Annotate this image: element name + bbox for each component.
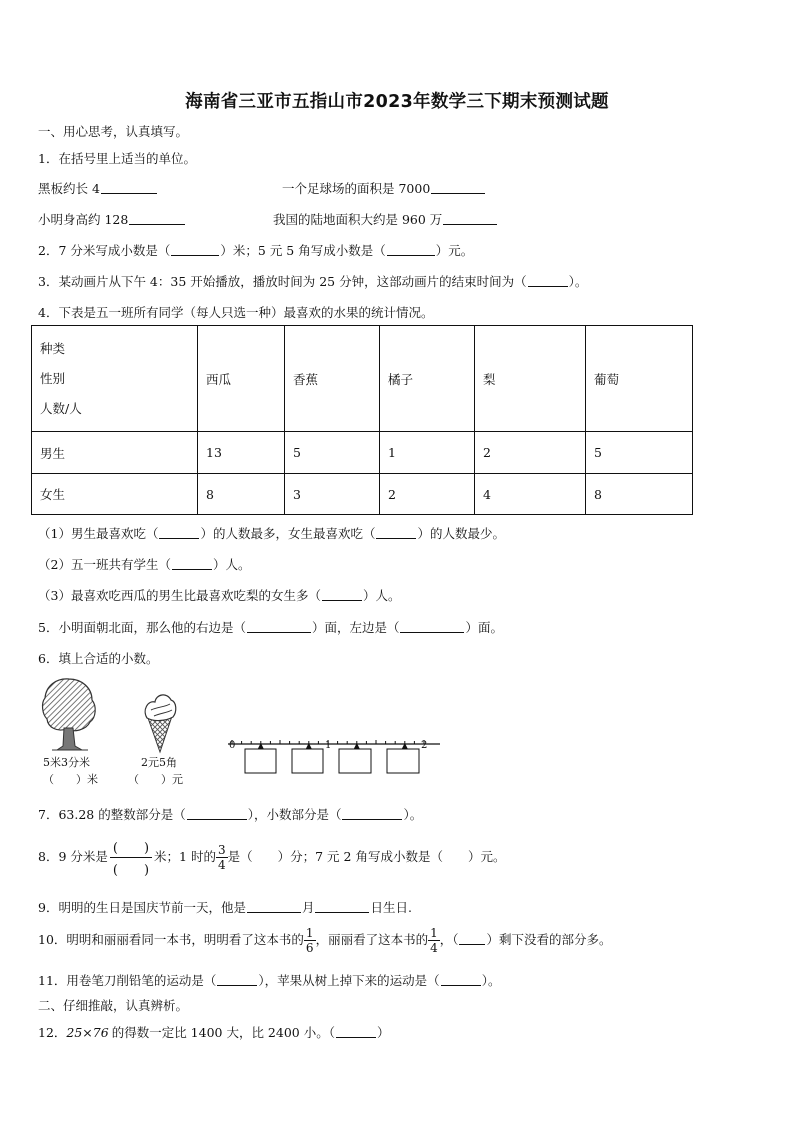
table-cell: 男生	[32, 432, 198, 474]
table-cell: 5	[285, 432, 380, 474]
q11: 11．用卷笔刀削铅笔的运动是（ ），苹果从树上掉下来的运动是（ ）。	[38, 973, 501, 988]
table-cell: 3	[285, 474, 380, 515]
q7: 7．63.28 的整数部分是（ ），小数部分是（ ）。	[38, 807, 423, 822]
tick-label-0: 0	[229, 740, 236, 751]
answer-blank[interactable]	[101, 181, 157, 194]
answer-blank[interactable]	[315, 900, 369, 913]
table-header-cell: 种类 性别 人数/人	[32, 326, 198, 432]
q8-answer-fraction[interactable]: ( ) ( )	[110, 836, 152, 879]
answer-blank[interactable]	[217, 973, 257, 986]
answer-blank[interactable]	[247, 620, 311, 633]
answer-blank[interactable]	[336, 1025, 376, 1038]
q4-sub3: （3）最喜欢吃西瓜的男生比最喜欢吃梨的女生多（ ）人。	[38, 588, 401, 603]
q10: 10．明明和丽丽看同一本书，明明看了这本书的 $\frac{1}{6}$ ，丽丽看了这本书的 $\frac{1}{4}$ ，（ ）剩下没看的部分多。	[38, 926, 612, 955]
table-cell: 女生	[32, 474, 198, 515]
q1-stem: 1．在括号里上适当的单位。	[38, 151, 196, 166]
q4-stem: 4．下表是五一班所有同学（每人只选一种）最喜欢的水果的统计情况。	[38, 305, 434, 320]
answer-blank[interactable]	[431, 181, 485, 194]
number-line	[222, 732, 444, 778]
table-fruit-cell: 西瓜	[198, 326, 285, 432]
answer-blank[interactable]	[459, 932, 485, 945]
table-fruit-cell: 橘子	[380, 326, 475, 432]
answer-blank[interactable]	[247, 900, 301, 913]
table-cell: 8	[198, 474, 285, 515]
q5: 5．小明面朝北面，那么他的右边是（ ）面，左边是（ ）面。	[38, 620, 503, 635]
q1-b: 一个足球场的面积是 7000	[282, 179, 486, 197]
table-cell: 2	[380, 474, 475, 515]
q2: 2．7 分米写成小数是（ ）米；5 元 5 角写成小数是（ ）元。	[38, 243, 474, 258]
fraction-1-6: $\frac{1}{6}$	[305, 926, 314, 955]
ice-cream-icon	[140, 692, 180, 754]
fraction-1-4: $\frac{1}{4}$	[430, 926, 438, 955]
number-line-answer-box	[292, 749, 323, 773]
answer-blank[interactable]	[387, 243, 435, 256]
answer-blank[interactable]	[376, 526, 416, 539]
q9: 9．明明的生日是国庆节前一天，他是 月 日生日.	[38, 900, 412, 915]
tree-label: 5米3分米	[43, 756, 90, 769]
answer-blank[interactable]	[129, 212, 185, 225]
q8: 8．9 分米是 ( ) ( ) 米；1 时的 $\frac{3}{4}$ 是（ ）分；7 元 2 角写成小数是（ ）元。	[38, 836, 505, 879]
table-cell: 8	[586, 474, 693, 515]
table-fruit-cell: 香蕉	[285, 326, 380, 432]
tree-icon	[38, 676, 100, 752]
tick-label-1: 1	[325, 740, 332, 751]
answer-blank[interactable]	[171, 243, 219, 256]
q6-stem: 6．填上合适的小数。	[38, 651, 159, 666]
ice-cream-answer[interactable]: （ ）元	[128, 773, 183, 786]
answer-blank[interactable]	[187, 807, 247, 820]
tick-label-2: 2	[421, 740, 428, 751]
table-cell: 5	[586, 432, 693, 474]
number-line-answer-box	[245, 749, 276, 773]
answer-blank[interactable]	[172, 557, 212, 570]
table-cell: 4	[475, 474, 586, 515]
q3: 3．某动画片从下午 4：35 开始播放，播放时间为 25 分钟，这部动画片的结束时间为（ ）。	[38, 274, 588, 289]
q1-d: 我国的陆地面积大约是 960 万	[273, 210, 498, 228]
answer-blank[interactable]	[342, 807, 402, 820]
table-cell: 2	[475, 432, 586, 474]
q12-expression: 25×76	[66, 1025, 109, 1040]
table-cell: 13	[198, 432, 285, 474]
table-cell: 1	[380, 432, 475, 474]
tree-answer[interactable]: （ ）米	[43, 773, 98, 786]
answer-blank[interactable]	[159, 526, 199, 539]
table-fruit-cell: 梨	[475, 326, 586, 432]
fruit-table	[31, 325, 693, 515]
table-row	[32, 432, 693, 474]
answer-blank[interactable]	[443, 212, 497, 225]
answer-blank[interactable]	[528, 274, 568, 287]
q12: 12．25×76 的得数一定比 1400 大，比 2400 小。（ ）	[38, 1025, 390, 1040]
number-line-answer-box	[387, 749, 419, 773]
table-fruit-cell: 葡萄	[586, 326, 693, 432]
page-title: 海南省三亚市五指山市2023年数学三下期末预测试题	[185, 92, 609, 112]
section-1-heading: 一、用心思考，认真填写。	[38, 124, 189, 139]
q1-c: 小明身高约 128	[38, 210, 186, 228]
number-line-answer-box	[339, 749, 371, 773]
table-row	[32, 474, 693, 515]
q4-sub2: （2）五一班共有学生（ ）人。	[38, 557, 251, 572]
answer-blank[interactable]	[441, 973, 481, 986]
answer-blank[interactable]	[400, 620, 464, 633]
fraction-3-4: $\frac{3}{4}$	[217, 843, 226, 872]
answer-blank[interactable]	[322, 588, 362, 601]
q4-sub1: （1）男生最喜欢吃（ ）的人数最多，女生最喜欢吃（ ）的人数最少。	[38, 526, 505, 541]
section-2-heading: 二、仔细推敲，认真辨析。	[38, 998, 189, 1013]
ice-cream-label: 2元5角	[141, 756, 177, 769]
q1-a: 黑板约长 4	[38, 179, 158, 197]
